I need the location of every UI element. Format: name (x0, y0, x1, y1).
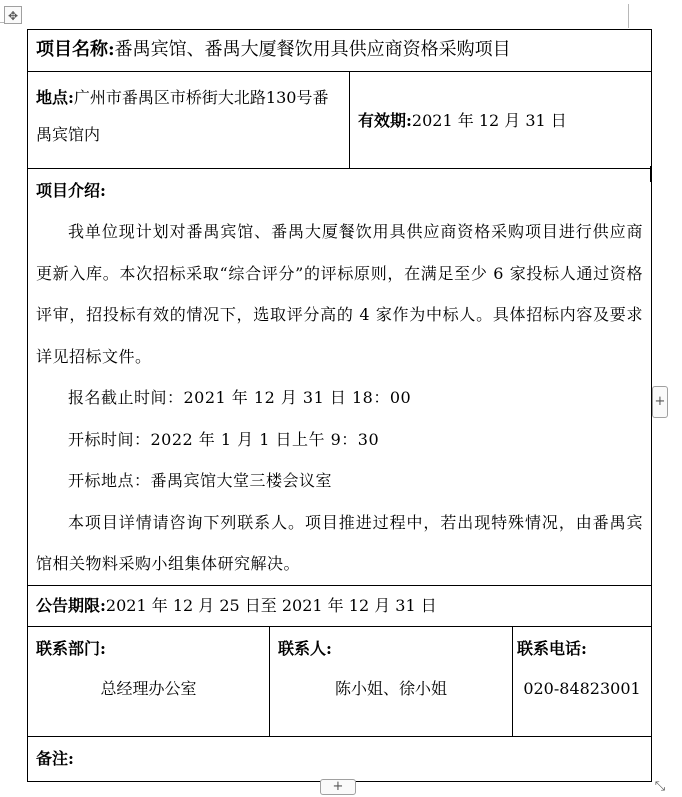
intro-paragraph: 本项目详情请咨询下列联系人。项目推进过程中，若出现特殊情况，由番禺宾馆相关物料采购小组集体研究解决。 (36, 512, 644, 573)
cell-contact-phone[interactable] (513, 626, 652, 736)
table-move-handle-icon[interactable]: ✥ (4, 6, 22, 24)
contact-person-label: 联系人: (278, 638, 332, 658)
cell-validity[interactable] (350, 72, 652, 169)
cell-project-name[interactable] (28, 30, 652, 72)
row-location (28, 72, 652, 169)
location-value: 广州市番禺区市桥街大北路130号番禺宾馆内 (36, 88, 329, 144)
cell-note[interactable] (28, 736, 652, 781)
cell-contact-person[interactable] (270, 626, 513, 736)
announcement-table (27, 29, 652, 782)
table-resize-icon[interactable]: ⤡ (654, 779, 666, 794)
cell-period[interactable] (28, 585, 652, 626)
intro-heading: 项目介绍: (36, 181, 106, 200)
row-note (28, 736, 652, 781)
add-column-plus-icon[interactable]: + (652, 386, 668, 418)
intro-paragraph: 我单位现计划对番禺宾馆、番禺大厦餐饮用具供应商资格采购项目进行供应商更新入库。本次招标采取“综合评分”的评标原则，在满足至少 6 家投标人通过资格评审，招投标有效的情况下，选取评分高的 4 家作为中标人。具体招标内容及要求详见招标文件。 (36, 222, 644, 366)
add-row-plus-icon[interactable]: + (320, 779, 356, 795)
validity-label: 有效期: (358, 110, 412, 130)
row-intro (28, 169, 652, 586)
contact-phone-value: 020-84823001 (523, 678, 641, 698)
intro-paragraph: 开标时间：2022 年 1 月 1 日上午 9：30 (68, 429, 380, 449)
row-project-name (28, 30, 652, 72)
contact-phone-label: 联系电话: (517, 638, 587, 658)
contact-person-value: 陈小姐、徐小姐 (334, 678, 447, 698)
cell-contact-dept[interactable] (28, 626, 270, 736)
row-period (28, 585, 652, 626)
contact-dept-value: 总经理办公室 (100, 678, 197, 698)
intro-paragraph: 报名截止时间：2021 年 12 月 31 日 18：00 (68, 388, 412, 407)
intro-paragraph: 开标地点：番禺宾馆大堂三楼会议室 (68, 471, 333, 490)
page-corner-mark-top-right (628, 4, 629, 28)
note-label: 备注: (36, 748, 74, 768)
location-label: 地点: (36, 88, 74, 107)
period-label: 公告期限: (36, 595, 106, 615)
cell-location[interactable] (28, 72, 350, 169)
period-value: 2021 年 12 月 25 日至 2021 年 12 月 31 日 (105, 595, 437, 615)
cell-intro[interactable] (28, 169, 652, 586)
contact-dept-label: 联系部门: (36, 638, 106, 658)
row-contact (28, 626, 652, 736)
validity-value: 2021 年 12 月 31 日 (411, 110, 567, 130)
project-name-value: 番禺宾馆、番禺大厦餐饮用具供应商资格采购项目 (114, 39, 511, 60)
project-name-label: 项目名称: (36, 39, 115, 60)
